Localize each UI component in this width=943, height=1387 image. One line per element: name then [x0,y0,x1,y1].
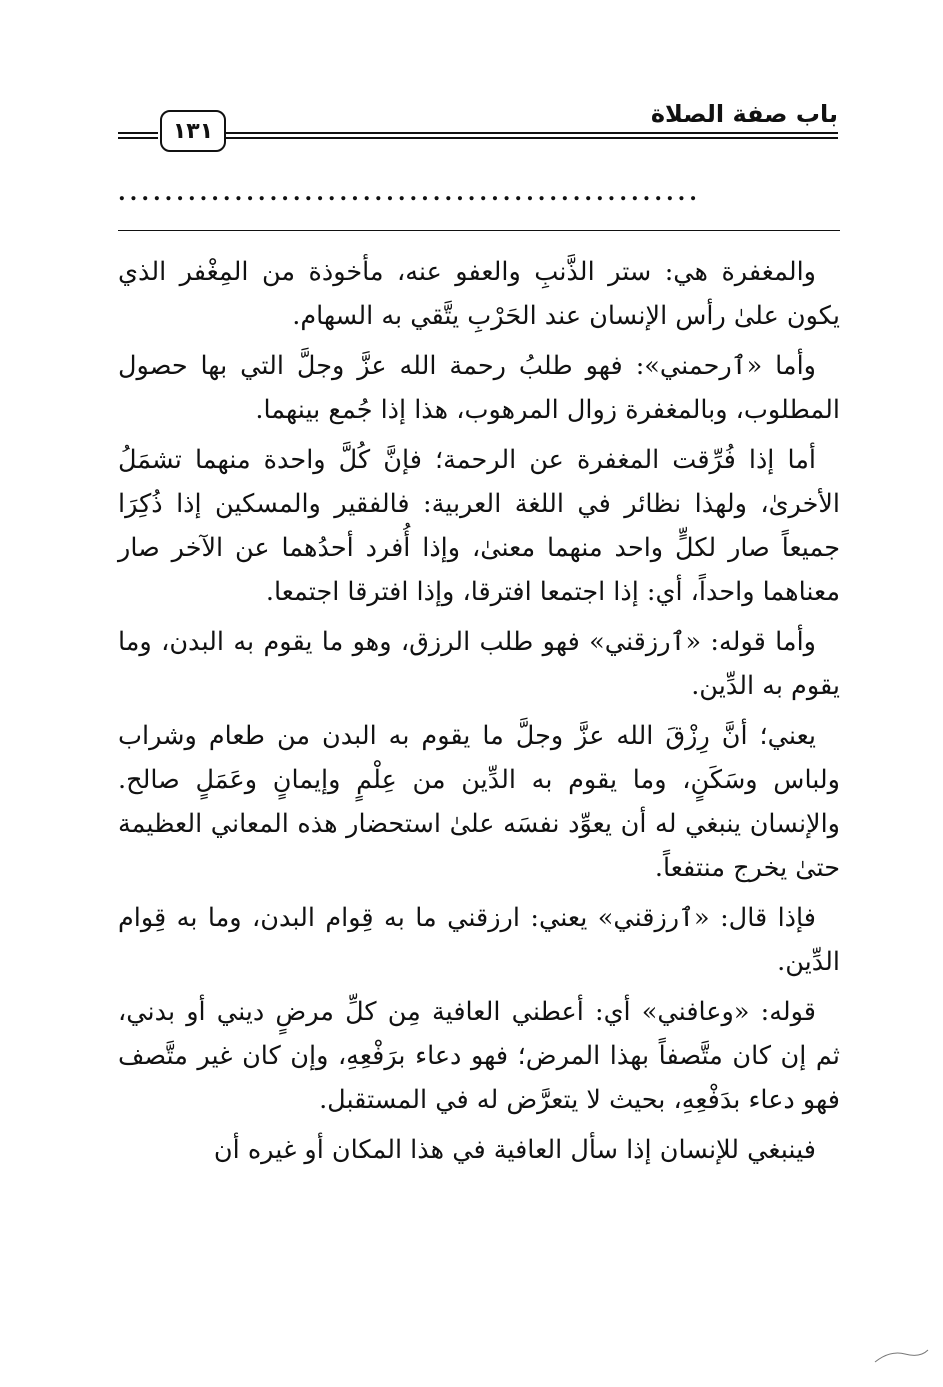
paragraph: فينبغي للإنسان إذا سأل العافية في هذا المكان أو غيره أن [213,1135,816,1165]
paragraph: قوله: «وعافني» أي: أعطني العافية مِن كلِّ مرضٍ ديني أو بدني، ثم إن كان متَّصفاً بهذا المرض؛ فهو دعاء برَفْعِهِ، وإن كان غير متَّصف فهو دعاء بدَفْعِهِ، بحيث لا يتعرَّض له في المستقبل. [118,997,840,1115]
paragraph: أما إذا فُرِّقت المغفرة عن الرحمة؛ فإنَّ كُلَّ واحدة منهما تشمَلُ الأخرىٰ، ولهذا نظائر في اللغة العربية: فالفقير والمسكين إذا ذُكِرَا جميعاً صار لكلٍّ واحد منهما معنىٰ، وإذا أُفرد أحدُهما عن الآخر صار معناهما واحداً، أي: إذا اجتمعا افترقا، وإذا افترقا اجتمعا. [118,445,840,607]
paragraph: وأما «ٱرحمني»: فهو طلبُ رحمة الله عزَّ وجلَّ التي بها حصول المطلوب، وبالمغفرة زوال المرهوب، هذا إذا جُمع بينهما. [118,351,840,425]
paragraph: فإذا قال: «ٱرزقني» يعني: ارزقني ما به قِوام البدن، وما به قِوام الدِّين. [118,903,840,977]
paragraph: والمغفرة هي: ستر الذَّنبِ والعفو عنه، مأخوذة من المِغْفر الذي يكون علىٰ رأس الإنسان عند الحَرْبِ يتَّقي به السهام. [118,257,840,331]
paragraph: وأما قوله: «ٱرزقني» فهو طلب الرزق، وهو ما يقوم به البدن، وما يقوم به الدِّين. [118,627,840,701]
page-corner-mark [870,1340,930,1370]
dotted-separator: .................................................. [118,180,701,206]
page-header [118,96,838,146]
running-title: باب صفة الصلاة [650,100,838,128]
page-number: ١٣١ [160,110,226,152]
footnote-separator-line [118,230,840,231]
header-rule-left [118,132,158,139]
header-rule [226,132,838,139]
body-text [118,250,840,1178]
paragraph: يعني؛ أنَّ رِزْقَ الله عزَّ وجلَّ ما يقوم به البدن من طعام وشراب ولباس وسَكَنٍ، وما يقوم به الدِّين من عِلْمٍ وإيمانٍ وعَمَلٍ صالح. والإنسان ينبغي له أن يعوِّد نفسَه علىٰ استحضار هذه المعاني العظيمة حتىٰ يخرج منتفعاً. [118,721,840,883]
